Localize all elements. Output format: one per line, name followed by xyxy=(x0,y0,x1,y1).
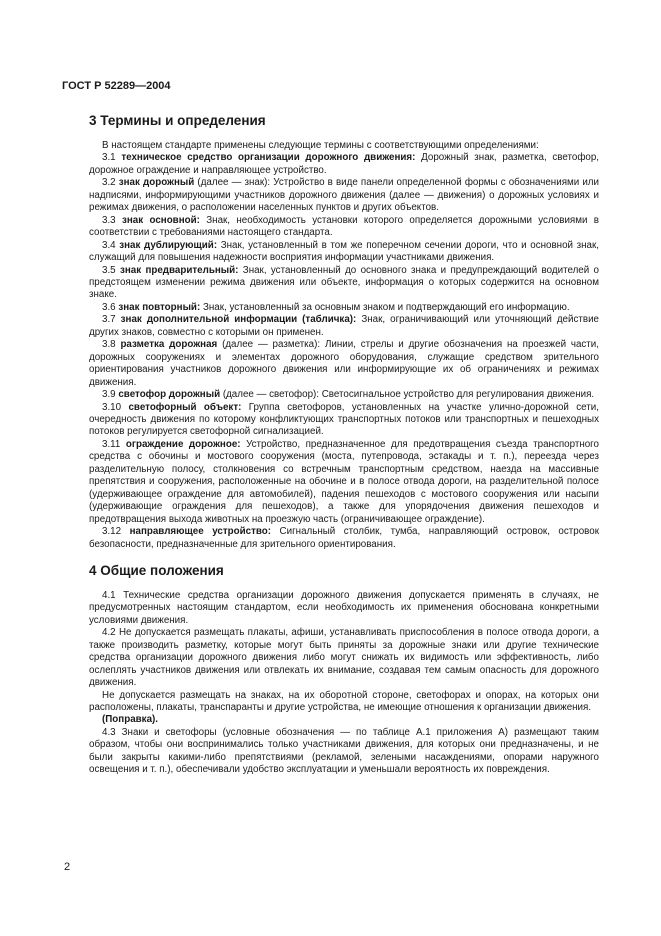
term-number: 3.1 xyxy=(102,152,116,164)
term-name: знак дополнительной информации (табличка): xyxy=(120,314,357,326)
paragraph-4-1: 4.1 Технические средства организации дорожного движения допускается применять в случаях, не предусмотренных настоящим стандартом, если необходимость их применения обоснована конкретными условиями движения. xyxy=(89,589,599,626)
terms-list xyxy=(89,152,599,551)
correction-note xyxy=(89,714,599,726)
term-name: знак основной: xyxy=(121,214,200,226)
term-definition xyxy=(89,265,599,302)
term-number: 3.11 xyxy=(102,438,121,450)
term-definition xyxy=(89,389,599,401)
term-text: Знак, ограничивающий или уточняющий действие других знаков, совместно с которыми он применен. xyxy=(89,314,599,338)
section-3-title: 3 Термины и определения xyxy=(89,113,266,128)
paragraph-4-2: 4.2 Не допускается размещать плакаты, афиши, устанавливать приспособления в полосе отвода дороги, а также производить разметку, которые могут быть приняты за дорожные знаки или другие технические средства организации дорожного движения либо могут снижать их видимость или эффективность, либо ослеплять участников движения или отвлекать их внимание, создавая тем самым опасность для дорожного движения. xyxy=(89,627,599,689)
term-text: Знак, установленный в том же поперечном сечении дороги, что и основной знак, служащий для повышения надежности восприятия информации участниками движения. xyxy=(89,239,599,264)
term-text: Знак, установленный за основным знаком и подтверждающий его информацию. xyxy=(200,301,570,313)
term-number: 3.3 xyxy=(102,214,116,226)
term-definition xyxy=(89,314,599,339)
term-text: Знак, необходимость установки которого определяется дорожными условиями в соответствии с требованиями настоящего стандарта. xyxy=(89,214,599,239)
term-number: 3.9 xyxy=(102,389,116,401)
term-name: знак дублирующий: xyxy=(119,239,218,251)
term-name: светофорный объект: xyxy=(128,401,242,413)
paragraph-4-2-continued: Не допускается размещать на знаках, на их оборотной стороне, светофорах и опорах, на которых они расположены, плакаты, транспаранты и другие устройства, не имеющие отношения к организации движения. xyxy=(89,689,599,714)
term-text: Сигнальный столбик, тумба, направляющий островок, островок безопасности, предназначенные для зрительного ориентирования. xyxy=(89,526,599,550)
term-name: знак дорожный xyxy=(118,177,195,189)
term-definition xyxy=(89,215,599,240)
term-name: разметка дорожная xyxy=(120,339,218,351)
document-body xyxy=(89,110,599,777)
term-name: светофор дорожный xyxy=(118,389,221,401)
term-definition xyxy=(89,240,599,265)
term-number: 3.4 xyxy=(102,239,116,251)
term-number: 3.2 xyxy=(102,177,116,189)
paragraph-4-3: 4.3 Знаки и светофоры (условные обозначения — по таблице А.1 приложения А) размещают таким образом, чтобы они воспринимались только участниками движения, для которых они предназначены, и не были закрыты какими-либо препятствиями (рекламой, зелеными насаждениями, опорами наружного освещения и т. п.), обеспечивали удобство эксплуатации и уменьшали вероятность их повреждения. xyxy=(89,726,599,776)
section-4-title: 4 Общие положения xyxy=(89,562,224,578)
term-number: 3.12 xyxy=(102,526,122,538)
term-name: знак предварительный: xyxy=(119,264,239,276)
term-definition xyxy=(89,526,599,551)
section-3-intro: В настоящем стандарте применены следующие термины с соответствующими определениями: xyxy=(102,140,539,151)
correction-label: (Поправка). xyxy=(102,714,158,726)
term-text: Устройство, предназначенное для предотвращения съезда транспортного средства с обочины и мостового сооружения (моста, путепровода, эстакады и т. п.), переезда через разделительную полосу, столкновения со встречным транспортным средством, наезда на массивные препятствия и сооружения, расположенные на обочине и в полосе отвода дороги, на разделительной полосе (удерживающее ограждение для автомобилей), падения пешеходов с мостового сооружения или насыпи (удерживающие ограждения для пешеходов), а также для упорядочения движения пешеходов и предотвращения выхода животных на проезжую часть (ограничивающее ограждение). xyxy=(89,438,599,525)
term-definition xyxy=(89,402,599,439)
term-definition xyxy=(89,302,599,314)
term-text: (далее — разметка): Линии, стрелы и другие обозначения на проезжей части, дорожных сооружениях и элементах дорожного оборудования, служащие средством зрительного ориентирования участников дорожного движения или информирующие их об ограничениях и режимах движения. xyxy=(89,339,599,388)
page-number: 2 xyxy=(64,861,71,873)
term-text: (далее — знак): Устройство в виде панели определенной формы с обозначениями или надписями, информирующими участников дорожного движения (далее — движения) о дорожных условиях и режимах движения, о расположении населенных пунктов и других объектов. xyxy=(89,177,599,214)
term-number: 3.7 xyxy=(102,314,116,326)
term-name: ограждение дорожное: xyxy=(125,438,241,450)
term-text: Дорожный знак, разметка, светофор, дорожное ограждение и направляющее устройство. xyxy=(89,152,599,176)
term-number: 3.10 xyxy=(102,401,122,413)
term-name: техническое средство организации дорожного движения: xyxy=(121,152,416,164)
term-text: (далее — светофор): Светосигнальное устройство для регулирования движения. xyxy=(220,389,595,401)
term-name: направляющее устройство: xyxy=(129,526,272,538)
term-definition xyxy=(89,152,599,177)
term-name: знак повторный: xyxy=(118,301,201,313)
term-definition xyxy=(89,339,599,389)
document-header: ГОСТ Р 52289—2004 xyxy=(62,80,171,92)
term-number: 3.6 xyxy=(102,301,116,313)
term-text: Группа светофоров, установленных на участке улично-дорожной сети, очередность движения по которому конфликтующих транспортных потоков или транспортных и пешеходных потоков регулируется светофорной сигнализацией. xyxy=(89,401,599,438)
term-definition xyxy=(89,439,599,526)
term-text: Знак, установленный до основного знака и предупреждающий водителей о предстоящем изменении режима движения или объекте, информация о которых содержится на основном знаке. xyxy=(89,264,599,301)
term-number: 3.8 xyxy=(102,339,116,351)
term-definition xyxy=(89,177,599,214)
term-number: 3.5 xyxy=(102,264,116,276)
